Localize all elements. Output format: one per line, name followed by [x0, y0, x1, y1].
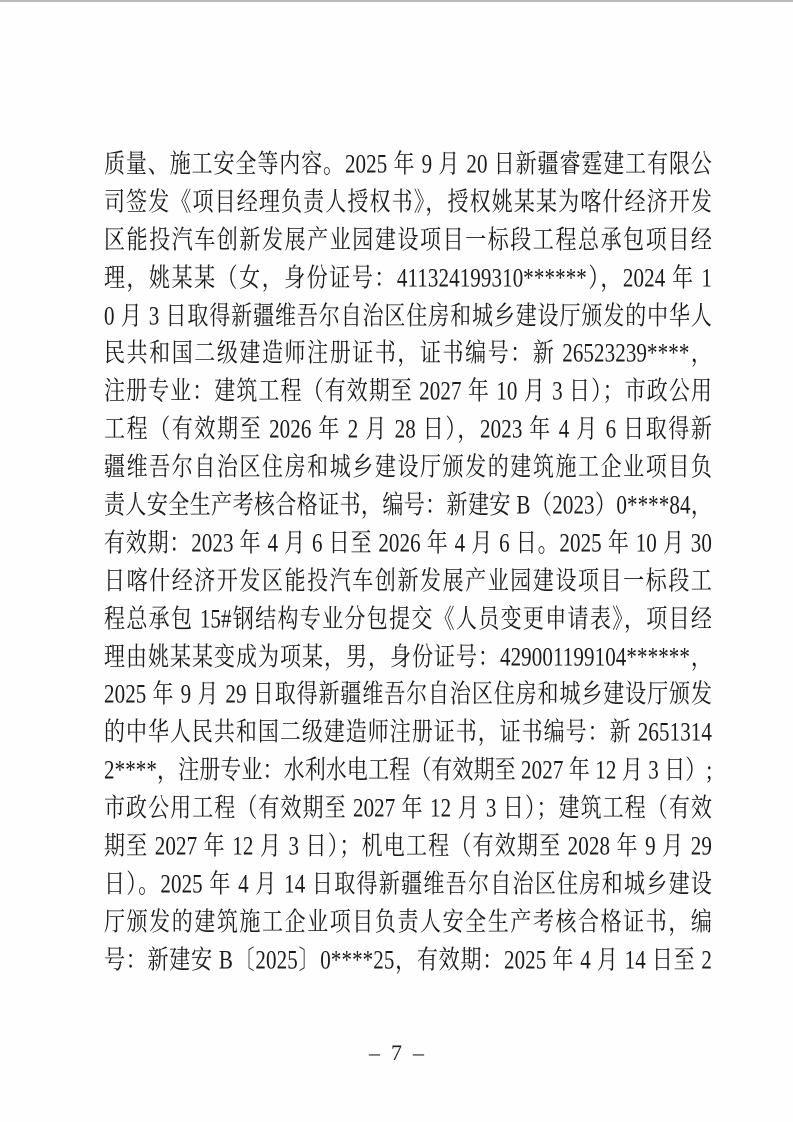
body-text-line: 注册专业：建筑工程（有效期至 2027 年 10 月 3 日）；市政公用 — [104, 376, 712, 407]
body-paragraph — [104, 146, 712, 980]
body-text-line: 疆维吾尔自治区住房和城乡建设厅颁发的建筑施工企业项目负 — [104, 451, 712, 482]
body-text-line: 有效期：2023 年 4 月 6 日至 2026 年 4 月 6 日。2025 年 10 月 30 — [104, 527, 712, 558]
body-text-line: 日喀什经济开发区能投汽车创新发展产业园建设项目一标段工 — [104, 565, 712, 596]
body-text-line: 理由姚某某变成为项某，男，身份证号：429001199104******， — [104, 641, 712, 672]
body-text-line: 2025 年 9 月 29 日取得新疆维吾尔自治区住房和城乡建设厅颁发 — [104, 679, 712, 710]
body-text-line: 的中华人民共和国二级建造师注册证书，证书编号：新 2651314 — [104, 717, 712, 748]
body-text-line: 责人安全生产考核合格证书，编号：新建安 B（2023）0****84， — [104, 489, 712, 520]
body-text-line: 市政公用工程（有效期至 2027 年 12 月 3 日）；建筑工程（有效 — [104, 792, 712, 823]
body-text-line: 区能投汽车创新发展产业园建设项目一标段工程总承包项目经 — [104, 224, 712, 255]
scan-edge-line — [0, 0, 793, 2]
body-text-line: 司签发《项目经理负责人授权书》，授权姚某某为喀什经济开发 — [104, 186, 712, 217]
body-text-line: 工程（有效期至 2026 年 2 月 28 日），2023 年 4 月 6 日取得新 — [104, 413, 712, 444]
body-text-line: 程总承包 15#钢结构专业分包提交《人员变更申请表》，项目经 — [104, 603, 712, 634]
page-number: – 7 – — [369, 1040, 424, 1065]
body-text-line: 质量、施工安全等内容。2025 年 9 月 20 日新疆睿霆建工有限公 — [104, 148, 712, 179]
body-text-line: 0 月 3 日取得新疆维吾尔自治区住房和城乡建设厅颁发的中华人 — [104, 300, 712, 331]
body-text-line: 2****，注册专业：水利水电工程（有效期至 2027 年 12 月 3 日）; — [104, 755, 713, 786]
body-text-line: 理，姚某某（女，身份证号：411324199310******），2024 年 1 — [104, 262, 712, 293]
body-text-line: 期至 2027 年 12 月 3 日）；机电工程（有效期至 2028 年 9 月 29 — [104, 830, 712, 861]
body-text-line: 号：新建安 B〔2025〕0****25，有效期：2025 年 4 月 14 日至 2 — [104, 944, 712, 975]
body-text-line: 民共和国二级建造师注册证书，证书编号：新 26523239****， — [104, 338, 712, 369]
body-text-line: 日）。2025 年 4 月 14 日取得新疆维吾尔自治区住房和城乡建设 — [104, 868, 712, 899]
body-text-line: 厅颁发的建筑施工企业项目负责人安全生产考核合格证书，编 — [104, 906, 712, 937]
